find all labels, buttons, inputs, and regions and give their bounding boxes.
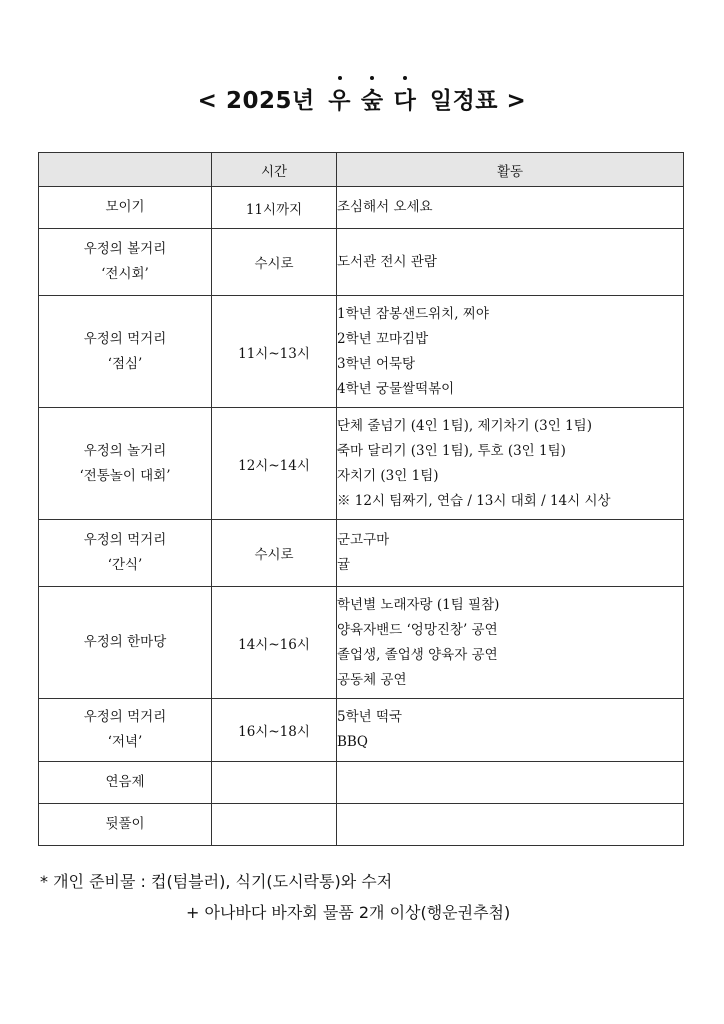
activity-line: BBQ: [337, 734, 368, 750]
event-activities: [337, 408, 684, 520]
event-activities: [337, 187, 684, 229]
event-name: [39, 187, 212, 229]
table-row: [39, 762, 684, 804]
event-activities: [337, 296, 684, 408]
event-name-line: 우정의 먹거리: [83, 532, 167, 548]
title-emphasis-char-1: 우: [328, 82, 351, 115]
table-row: [39, 187, 684, 229]
event-name-subtitle: ‘전통놀이 대회’: [79, 467, 171, 484]
event-name-line: 우정의 놀거리: [83, 442, 167, 459]
activity-line: 자치기 (3인 1팀): [337, 467, 439, 484]
event-activities: [337, 229, 684, 296]
event-time: 14시~16시: [212, 587, 337, 699]
activity-line: 단체 줄넘기 (4인 1팀), 제기차기 (3인 1팀): [337, 417, 592, 434]
table-row: [39, 699, 684, 762]
activity-line: 군고구마: [337, 532, 390, 548]
table-row: [39, 229, 684, 296]
bazaar-note: + 아나바다 바자회 물품 2개 이상(행운권추첨): [186, 903, 511, 922]
notes-section: [40, 866, 510, 928]
event-name: [39, 804, 212, 846]
event-name-line: 우정의 한마당: [83, 634, 167, 650]
activity-line: 1학년 잠봉샌드위치, 찌야: [337, 305, 489, 322]
activity-line: 귤: [337, 557, 351, 573]
activity-note: ※ 12시 팀짜기, 연습 / 13시 대회 / 14시 시상: [337, 492, 611, 509]
event-name: [39, 408, 212, 520]
activity-line: 4학년 궁물쌀떡볶이: [337, 380, 455, 397]
event-name-line: 우정의 먹거리: [83, 709, 167, 725]
event-time: 수시로: [212, 229, 337, 296]
page-title: [0, 82, 724, 115]
event-name: [39, 296, 212, 408]
event-name: [39, 229, 212, 296]
table-header-row: [39, 153, 684, 187]
table-row: [39, 296, 684, 408]
event-time: 11시까지: [212, 187, 337, 229]
event-name-line: 연음제: [105, 774, 145, 790]
header-activity: 활동: [337, 153, 684, 187]
event-name-subtitle: ‘간식’: [107, 557, 143, 573]
activity-line: 졸업생, 졸업생 양육자 공연: [337, 646, 498, 663]
title-emphasis-char-3: 다: [394, 82, 417, 115]
event-activities: [337, 587, 684, 699]
title-prefix: < 2025년: [197, 88, 315, 114]
event-activities: [337, 762, 684, 804]
event-name: [39, 762, 212, 804]
event-activities: [337, 699, 684, 762]
event-name-subtitle: ‘전시회’: [101, 266, 149, 282]
event-name-line: 뒷풀이: [105, 816, 145, 832]
activity-line: 도서관 전시 관람: [337, 253, 437, 270]
activity-line: 공동체 공연: [337, 671, 407, 688]
table-row: [39, 804, 684, 846]
event-name: [39, 520, 212, 587]
event-time: 11시~13시: [212, 296, 337, 408]
table-row: [39, 520, 684, 587]
table-row: [39, 408, 684, 520]
title-suffix: 일정표 >: [429, 88, 527, 114]
activity-line: 5학년 떡국: [337, 709, 403, 725]
activity-line: 조심해서 오세요: [337, 199, 433, 215]
activity-line: 죽마 달리기 (3인 1팀), 투호 (3인 1팀): [337, 442, 566, 459]
table-row: [39, 587, 684, 699]
header-time: 시간: [212, 153, 337, 187]
event-time: [212, 762, 337, 804]
header-event: [39, 153, 212, 187]
event-time: [212, 804, 337, 846]
activity-line: 양육자밴드 ‘엉망진창’ 공연: [337, 621, 498, 638]
event-time: 수시로: [212, 520, 337, 587]
event-time: 12시~14시: [212, 408, 337, 520]
title-emphasis-char-2: 숲: [361, 82, 384, 115]
supplies-note: * 개인 준비물 : 컵(텀블러), 식기(도시락통)와 수저: [40, 872, 393, 891]
activity-line: 3학년 어묵탕: [337, 355, 416, 372]
event-name-subtitle: ‘저녁’: [107, 734, 143, 750]
event-name-line: 우정의 먹거리: [83, 330, 167, 347]
event-name-line: 우정의 볼거리: [83, 241, 167, 257]
event-name: [39, 587, 212, 699]
event-name-line: 모이기: [105, 199, 145, 215]
event-name: [39, 699, 212, 762]
event-time: 16시~18시: [212, 699, 337, 762]
event-activities: [337, 520, 684, 587]
event-name-subtitle: ‘점심’: [107, 355, 143, 372]
schedule-table: [38, 152, 684, 846]
activity-line: 학년별 노래자랑 (1팀 필참): [337, 596, 500, 613]
event-activities: [337, 804, 684, 846]
activity-line: 2학년 꼬마김밥: [337, 330, 429, 347]
